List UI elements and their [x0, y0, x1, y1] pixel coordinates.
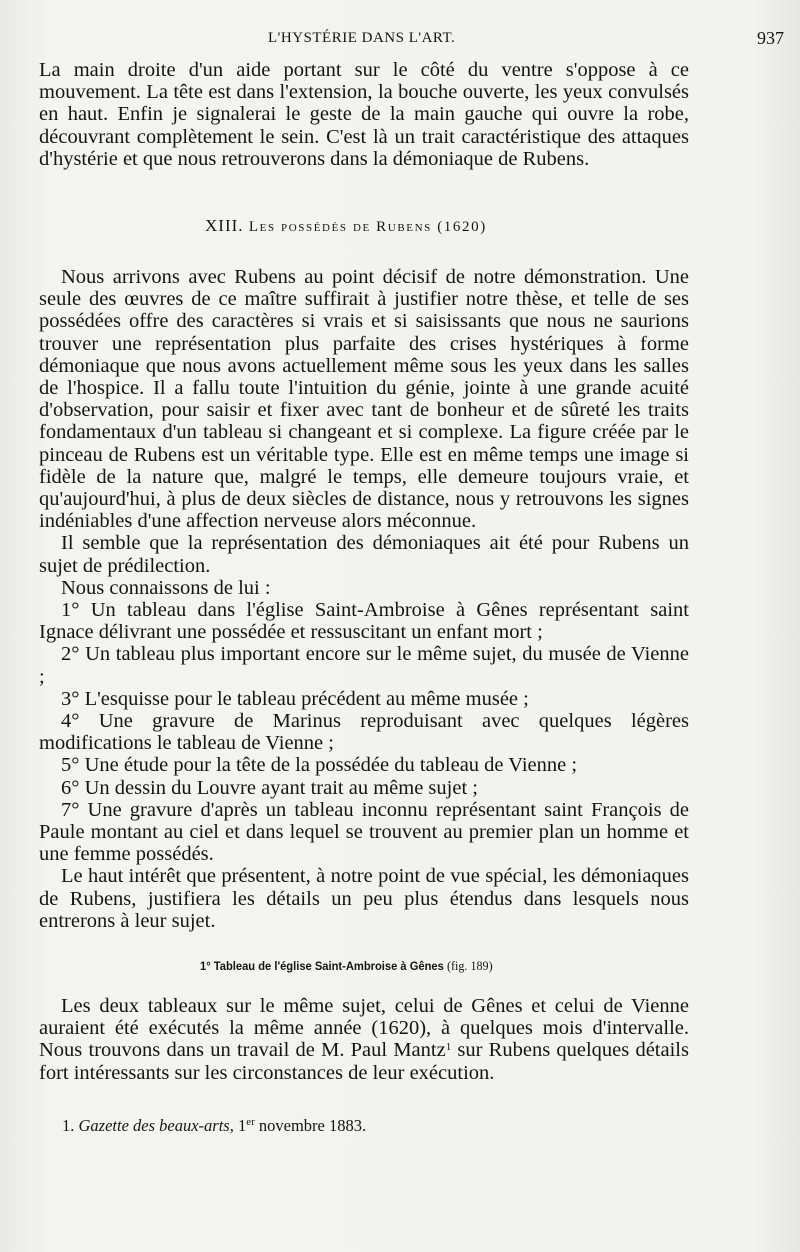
section-title: Les possédés de Rubens (1620): [248, 219, 487, 235]
body-paragraph: Nous connaissons de lui :: [61, 576, 271, 599]
transition-paragraph: Le haut intérêt que présentent, à notre point de vue spécial, les démoniaques de Rubens, justifiera les détails un peu plus étendus dans lesquels nous entrerons à leur sujet.: [39, 865, 689, 932]
footnote-date-prefix: , 1: [229, 1116, 247, 1135]
intro-paragraph: La main droite d'un aide portant sur le côté du ventre s'oppose à ce mouvement. La tête est dans l'extension, la bouche ouverte, les yeux convulsés en haut. Enfin je signalerai le geste de la main gauche qui ouvre la robe, découvrant complètement le sein. C'est là un trait caractéristique des attaques d'hystérie et que nous retrouverons dans la démoniaque de Rubens.: [39, 59, 689, 170]
body-paragraph: Il semble que la représentation des démoniaques ait été pour Rubens un sujet de prédilection.: [39, 532, 689, 577]
list-item: 7° Une gravure d'après un tableau inconnu représentant saint François de Paule montant au ciel et dans lequel se trouvent au premier plan un homme et une femme possédés.: [39, 798, 689, 866]
closing-text-after-note: sur Rubens quelques détails fort intéressants sur les circonstances de leur exécution.: [39, 1039, 689, 1084]
page-header: [0, 26, 800, 52]
list-item: 2° Un tableau plus important encore sur le même sujet, du musée de Vienne ;: [39, 643, 689, 688]
subsection-title: 1° Tableau de l'église Saint-Ambroise à Gênes: [200, 959, 444, 973]
footnote-date-superscript: er: [246, 1116, 255, 1128]
section-body: [39, 266, 689, 932]
footnote: [62, 1116, 366, 1136]
footnote-number: 1.: [62, 1116, 75, 1135]
list-item: 5° Une étude pour la tête de la possédée du tableau de Vienne ;: [61, 754, 578, 777]
body-paragraph: Nous arrivons avec Rubens au point décisif de notre démonstration. Une seule des œuvres de ce maître suffirait à justifier notre thèse, et telle de ses possédées offre des caractères si vrais et si saisissants que nous ne saurions trouver une représentation plus parfaite des crises hystériques à forme démoniaque que nous avons actuellement même sous les yeux dans les salles de l'hospice. Il a fallu toute l'intuition du génie, jointe à une grande acuité d'observation, pour saisir et fixer avec tant de bonheur et de sûreté les traits fondamentaux d'un tableau si changeant et si complexe. La figure créée par le pinceau de Rubens est un véritable type. Elle est en même temps une image si fidèle de la nature que, malgré le temps, elle demeure toujours vraie, et qu'aujourd'hui, à plus de deux siècles de distance, nous y retrouvons les signes indéniables d'une affection nerveuse alors méconnue.: [39, 266, 689, 533]
closing-text-before-note: Les deux tableaux sur le même sujet, celui de Gênes et celui de Vienne auraient été exécutés la même année (1620), à quelques mois d'intervalle. Nous trouvons dans un travail de M. Paul Mantz: [39, 995, 689, 1062]
footnote-date-rest: novembre 1883.: [254, 1116, 367, 1135]
footnote-marker: 1: [445, 1041, 452, 1054]
closing-paragraph: [39, 995, 689, 1084]
closing-text: [39, 995, 689, 1084]
list-item: 3° L'esquisse pour le tableau précédent au même musée ;: [61, 687, 529, 710]
figure-reference: (fig. 189): [446, 958, 493, 973]
footnote-journal: Gazette des beaux-arts: [78, 1116, 230, 1135]
section-number: XIII.: [205, 216, 244, 235]
page-number: 937: [757, 28, 784, 48]
list-item: 4° Une gravure de Marinus reproduisant avec quelques légères modifications le tableau de Vienne ;: [39, 710, 689, 755]
intro-text: [39, 59, 689, 170]
subsection-heading: [200, 958, 493, 974]
list-item: 1° Un tableau dans l'église Saint-Ambroise à Gênes représentant saint Ignace délivrant une possédée et ressuscitant un enfant mort ;: [39, 599, 689, 644]
section-heading: [205, 216, 487, 236]
list-item: 6° Un dessin du Louvre ayant trait au même sujet ;: [61, 776, 478, 799]
running-title: L'HYSTÉRIE DANS L'ART.: [268, 30, 456, 46]
